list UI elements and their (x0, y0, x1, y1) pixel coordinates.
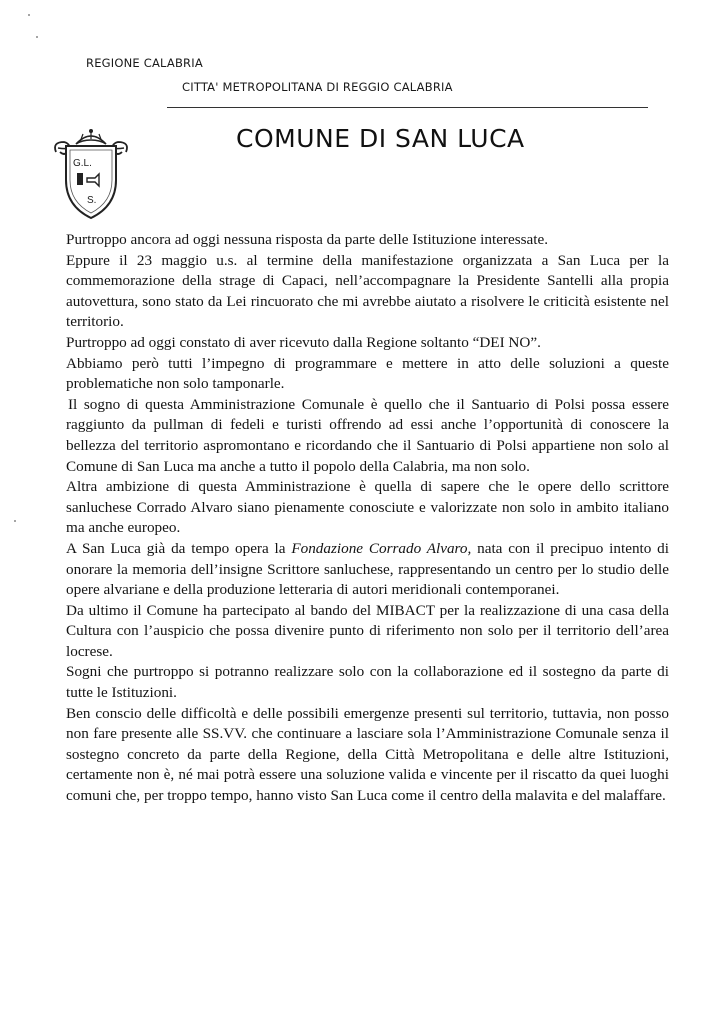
letter-body (66, 230, 669, 807)
paragraph-fondazione (66, 539, 669, 601)
scan-speck (36, 36, 38, 38)
fondazione-text-after: nata con il precipuo intento di onorare la memoria dell’insigne Scrittore sanluchese, rappresentando un centro per lo studio delle opere alvariane e della produzione letteraria di autori meridionali contemporanei. (66, 539, 669, 599)
page-title: COMUNE DI SAN LUCA (236, 124, 525, 153)
scan-speck (28, 14, 30, 16)
fondazione-name: Fondazione Corrado Alvaro, (291, 539, 472, 557)
header-divider (167, 107, 648, 108)
fondazione-text-before: A San Luca già da tempo opera la (66, 539, 292, 557)
paragraph: Sogni che purtroppo si potranno realizzare solo con la collaborazione ed il sostegno da parte di tutte le Istituzioni. (66, 663, 669, 702)
scan-speck (14, 520, 16, 522)
header-metro-city: CITTA' METROPOLITANA DI REGGIO CALABRIA (182, 80, 453, 94)
paragraph: Altra ambizione di questa Amministrazione è quella di sapere che le opere dello scrittore sanluchese Corrado Alvaro siano pienamente conosciute e valorizzate non solo in ambito italiano ma anche europeo. (66, 478, 669, 537)
crest-letters-bottom: S. (87, 195, 97, 206)
crest-letters-top: G.L. (73, 158, 92, 169)
header-region: REGIONE CALABRIA (86, 56, 203, 70)
paragraph: Eppure il 23 maggio u.s. al termine della manifestazione organizzata a San Luca per la commemorazione della strage di Capaci, nell’accompagnare la Presidente Santelli alla propia autovettura, sono stato da Lei rincuorato che mi avrebbe aiutato a risolvere le criticità esistente nel territorio. (66, 251, 669, 331)
paragraph: Abbiamo però tutti l’impegno di programmare e mettere in atto delle soluzioni a queste problematiche non solo tamponarle. (66, 354, 669, 393)
paragraph: Ben conscio delle difficoltà e delle possibili emergenze presenti sul territorio, tuttavia, non posso non fare presente alle SS.VV. che continuare a lasciare sola l’Amministrazione Comunale senza il sostegno concreto da parte della Regione, della Città Metropolitana e delle altre Istituzioni, certamente non è, né mai potrà essere una soluzione valida e vincente per il riscatto da quei luoghi comuni che, per troppo tempo, hanno visto San Luca come il centro della malavita e del malaffare. (66, 704, 669, 805)
paragraph: Da ultimo il Comune ha partecipato al bando del MIBACT per la realizzazione di una casa della Cultura con l’auspicio che possa divenire punto di riferimento non solo per il territorio dell’area locrese. (66, 601, 669, 660)
coat-of-arms-icon (50, 122, 132, 222)
paragraph: Purtroppo ad oggi constato di aver ricevuto dalla Regione soltanto “DEI NO”. (66, 333, 541, 351)
paragraph: Purtroppo ancora ad oggi nessuna risposta da parte delle Istituzione interessate. (66, 231, 549, 248)
paragraph: Il sogno di questa Amministrazione Comunale è quello che il Santuario di Polsi possa essere raggiunto da pullman di fedeli e turisti offrendo ad essi anche l’opportunità di conoscere la bellezza del territorio aspromontano e ricordando che il Santuario di Polsi appartiene non solo al Comune di San Luca ma anche a tutto il popolo della Calabria, ma non solo. (66, 395, 669, 475)
